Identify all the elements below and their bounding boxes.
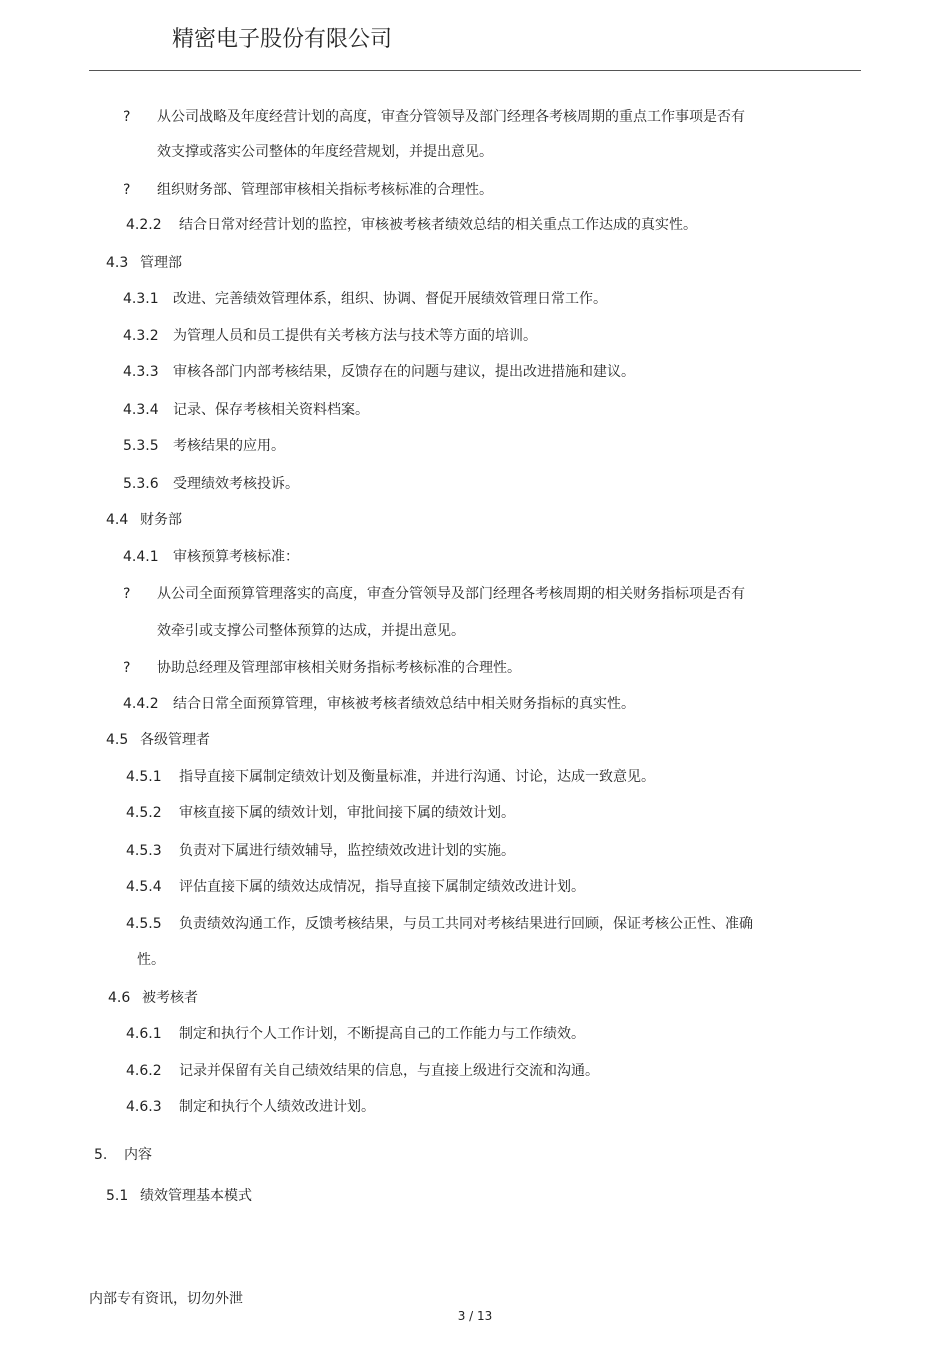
section-title: 各级管理者 xyxy=(140,732,210,748)
line-text: 记录、保存考核相关资料档案。 xyxy=(173,402,369,418)
line-text: 制定和执行个人绩效改进计划。 xyxy=(179,1099,375,1115)
section-number: 4.6 xyxy=(108,990,131,1006)
line-text: 性。 xyxy=(137,952,165,968)
line-text: 协助总经理及管理部审核相关财务指标考核标准的合理性。 xyxy=(157,660,521,676)
section-number: 4.4 xyxy=(106,512,129,528)
chapter-number: 5. xyxy=(94,1147,108,1163)
line-text: 负责对下属进行绩效辅导，监控绩效改进计划的实施。 xyxy=(179,843,515,859)
numbered-item xyxy=(123,548,299,566)
line-text: 结合日常对经营计划的监控，审核被考核者绩效总结的相关重点工作达成的真实性。 xyxy=(179,217,697,233)
bullet-line xyxy=(123,659,521,677)
item-number: 4.6.3 xyxy=(126,1099,162,1115)
numbered-item xyxy=(126,804,515,822)
numbered-item xyxy=(126,878,585,896)
section-number: 4.3 xyxy=(106,255,129,271)
section-title: 被考核者 xyxy=(142,990,198,1006)
line-text: 从公司战略及年度经营计划的高度，审查分管领导及部门经理各考核周期的重点工作事项是否有 xyxy=(157,109,745,125)
line-text: 效支撑或落实公司整体的年度经营规划，并提出意见。 xyxy=(157,144,493,160)
header-divider xyxy=(89,70,861,71)
continuation-line xyxy=(157,143,493,161)
company-title: 精密电子股份有限公司 xyxy=(172,27,393,52)
numbered-item xyxy=(123,401,369,419)
line-text: 指导直接下属制定绩效计划及衡量标准，并进行沟通、讨论，达成一致意见。 xyxy=(179,769,655,785)
item-number: 4.4.2 xyxy=(123,696,159,712)
numbered-item xyxy=(123,327,537,345)
numbered-item xyxy=(126,1025,585,1043)
bullet-marker: ? xyxy=(123,586,131,602)
item-number: 4.4.1 xyxy=(123,549,159,565)
item-number: 4.5.2 xyxy=(126,805,162,821)
section-title: 财务部 xyxy=(140,512,182,528)
line-text: 效牵引或支撑公司整体预算的达成，并提出意见。 xyxy=(157,623,465,639)
numbered-item xyxy=(123,475,299,493)
line-text: 受理绩效考核投诉。 xyxy=(173,476,299,492)
line-text: 考核结果的应用。 xyxy=(173,438,285,454)
line-text: 评估直接下属的绩效达成情况，指导直接下属制定绩效改进计划。 xyxy=(179,879,585,895)
page-number: 3 / 13 xyxy=(457,1309,493,1323)
continuation-line xyxy=(137,951,165,969)
line-text: 审核直接下属的绩效计划，审批间接下属的绩效计划。 xyxy=(179,805,515,821)
section-number: 4.5 xyxy=(106,732,129,748)
section-heading xyxy=(106,1187,252,1205)
item-number: 4.3.2 xyxy=(123,328,159,344)
line-text: 从公司全面预算管理落实的高度，审查分管领导及部门经理各考核周期的相关财务指标项是否有 xyxy=(157,586,745,602)
item-number: 5.3.5 xyxy=(123,438,159,454)
item-number: 4.3.3 xyxy=(123,364,159,380)
item-number: 4.5.3 xyxy=(126,843,162,859)
chapter-heading xyxy=(94,1146,152,1164)
bullet-marker: ? xyxy=(123,660,131,676)
item-number: 4.5.5 xyxy=(126,916,162,932)
section-heading xyxy=(106,731,210,749)
section-heading xyxy=(108,989,198,1007)
numbered-item xyxy=(126,842,515,860)
line-text: 为管理人员和员工提供有关考核方法与技术等方面的培训。 xyxy=(173,328,537,344)
bullet-line xyxy=(123,585,745,603)
numbered-item xyxy=(126,915,753,933)
continuation-line xyxy=(157,622,465,640)
item-number: 4.5.1 xyxy=(126,769,162,785)
numbered-item xyxy=(123,695,635,713)
numbered-item xyxy=(123,290,607,308)
line-text: 制定和执行个人工作计划，不断提高自己的工作能力与工作绩效。 xyxy=(179,1026,585,1042)
chapter-title: 内容 xyxy=(124,1147,152,1163)
bullet-line xyxy=(123,181,493,199)
line-text: 审核预算考核标准： xyxy=(173,549,299,565)
item-number: 4.3.4 xyxy=(123,402,159,418)
numbered-item xyxy=(123,363,635,381)
section-heading xyxy=(106,254,182,272)
numbered-item xyxy=(126,216,697,234)
item-number: 4.3.1 xyxy=(123,291,159,307)
item-number: 4.2.2 xyxy=(126,217,162,233)
item-number: 4.6.2 xyxy=(126,1063,162,1079)
line-text: 记录并保留有关自己绩效结果的信息，与直接上级进行交流和沟通。 xyxy=(179,1063,599,1079)
section-title: 绩效管理基本模式 xyxy=(140,1188,252,1204)
line-text: 结合日常全面预算管理，审核被考核者绩效总结中相关财务指标的真实性。 xyxy=(173,696,635,712)
line-text: 改进、完善绩效管理体系，组织、协调、督促开展绩效管理日常工作。 xyxy=(173,291,607,307)
numbered-item xyxy=(126,1098,375,1116)
item-number: 4.5.4 xyxy=(126,879,162,895)
section-number: 5.1 xyxy=(106,1188,129,1204)
line-text: 审核各部门内部考核结果，反馈存在的问题与建议，提出改进措施和建议。 xyxy=(173,364,635,380)
item-number: 5.3.6 xyxy=(123,476,159,492)
line-text: 负责绩效沟通工作，反馈考核结果，与员工共同对考核结果进行回顾，保证考核公正性、准确 xyxy=(179,916,753,932)
bullet-line xyxy=(123,108,745,126)
numbered-item xyxy=(126,1062,599,1080)
item-number: 4.6.1 xyxy=(126,1026,162,1042)
numbered-item xyxy=(123,437,285,455)
bullet-marker: ? xyxy=(123,182,131,198)
bullet-marker: ? xyxy=(123,109,131,125)
numbered-item xyxy=(126,768,655,786)
section-title: 管理部 xyxy=(140,255,182,271)
section-heading xyxy=(106,511,182,529)
line-text: 组织财务部、管理部审核相关指标考核标准的合理性。 xyxy=(157,182,493,198)
confidentiality-note: 内部专有资讯，切勿外泄 xyxy=(89,1291,243,1307)
